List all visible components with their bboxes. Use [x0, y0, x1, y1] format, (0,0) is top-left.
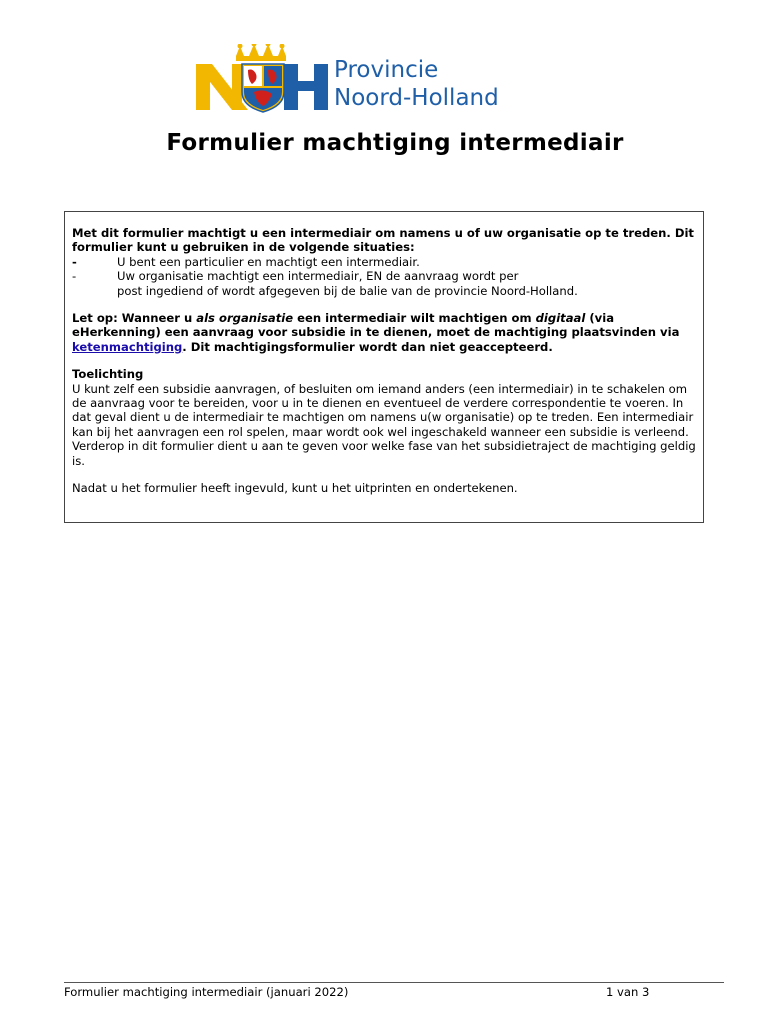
intro-box: [64, 211, 704, 523]
bullet-marker: -: [72, 269, 77, 284]
footer-title: Formulier machtiging intermediair (januari 2022): [64, 985, 349, 999]
ketenmachtiging-link[interactable]: ketenmachtiging: [72, 339, 183, 354]
org-name-line2: Noord-Holland: [334, 85, 499, 111]
province-logo: [196, 44, 556, 114]
org-name: [334, 56, 499, 112]
org-name-line1: Provincie: [334, 57, 439, 83]
page-number: 1 van 3: [606, 985, 650, 999]
list-item: [72, 255, 703, 269]
note-text-2: een intermediair wilt machtigen om: [293, 311, 536, 326]
note-paragraph: [72, 311, 703, 354]
note-text-3: (via eHerkenning) een aanvraag voor subsidie in te dienen, moet de machtiging plaatsvinden via: [72, 311, 680, 340]
bullet-text-continued: post ingediend of wordt afgegeven bij de balie van de provincie Noord-Holland.: [117, 283, 578, 298]
explanation-heading: Toelichting: [72, 367, 144, 382]
footer-divider: [64, 982, 724, 983]
page-title: Formulier machtiging intermediair: [166, 130, 624, 156]
bullet-text: Uw organisatie machtigt een intermediair, EN de aanvraag wordt per: [117, 269, 519, 284]
note-text-1: Let op: Wanneer u: [72, 311, 197, 326]
explanation-body: U kunt zelf een subsidie aanvragen, of besluiten om iemand anders (een intermediair) in te schakelen om de aanvraag voor te bereiden, voor u in te dienen en eventueel de verdere correspondentie te voeren. In dat geval dient u de intermediair te machtigen om namens u(w organisatie) op te treden. Een intermediair kan bij het aanvragen een rol spelen, maar wordt ook wel ingeschakeld wanneer een subsidie is verleend. Verderop in dit formulier dient u aan te geven voor welke fase van het subsidietraject de machtiging geldig is.: [72, 381, 696, 468]
bullet-text: U bent een particulier en machtigt een intermediair.: [117, 254, 420, 269]
closing-text: Nadat u het formulier heeft ingevuld, kunt u het uitprinten en ondertekenen.: [72, 481, 518, 496]
nh-emblem-icon: [196, 44, 330, 114]
intro-lead: Met dit formulier machtigt u een intermediair om namens u of uw organisatie op te treden. Dit formulier kunt u gebruiken in de volgende situaties:: [72, 226, 694, 255]
list-item: [72, 269, 703, 283]
note-text-4: . Dit machtigingsformulier wordt dan niet geaccepteerd.: [182, 339, 553, 354]
note-italic-2: digitaal: [535, 311, 586, 326]
note-italic-1: als organisatie: [196, 311, 294, 326]
bullet-marker: -: [72, 254, 77, 269]
